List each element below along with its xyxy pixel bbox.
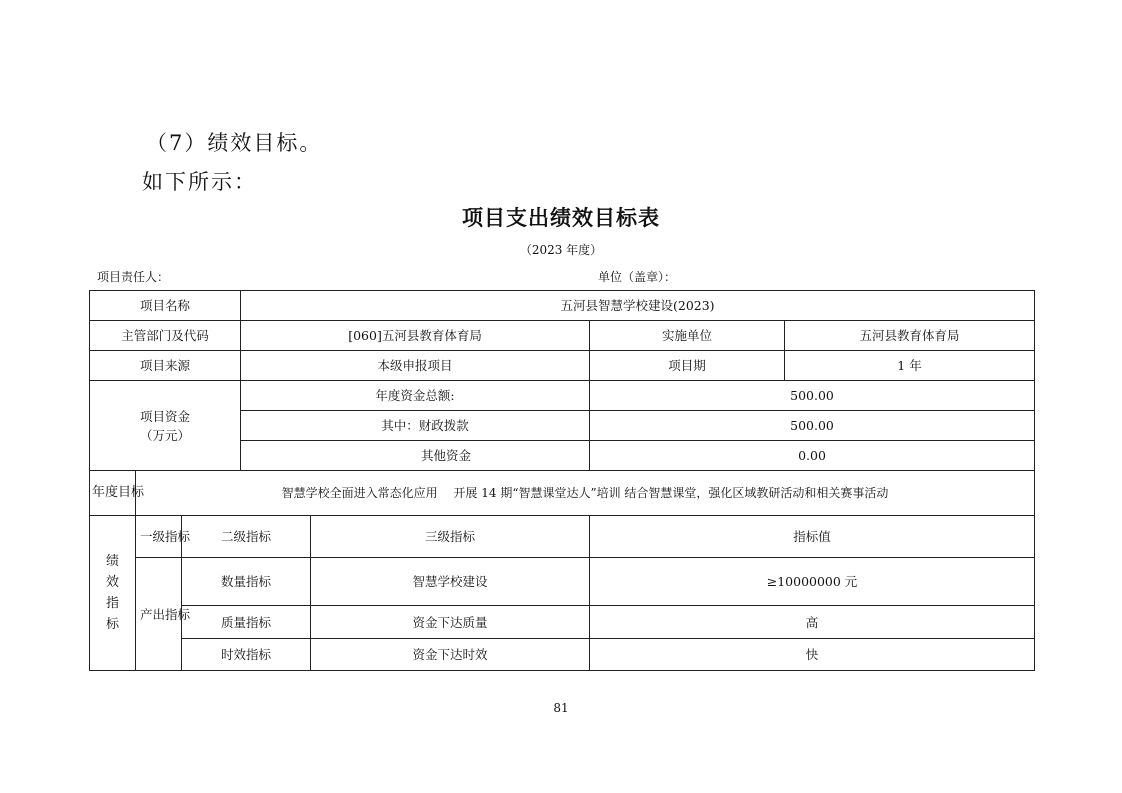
indicator-value-cell: ≥10000000 元 — [590, 558, 1035, 606]
output-indicator-label: 产出指标 — [136, 558, 182, 671]
level1-header: 一级指标 — [136, 516, 182, 558]
level2-cell: 质量指标 — [182, 606, 311, 639]
table-row — [90, 516, 1035, 558]
value-header: 指标值 — [590, 516, 1035, 558]
source-value: 本级申报项目 — [241, 351, 590, 381]
fiscal-funds-label: 其中：财政拨款 — [241, 411, 590, 441]
table-row — [90, 606, 1035, 639]
other-funds-label: 其他资金 — [241, 441, 590, 471]
table-row — [90, 381, 1035, 411]
other-funds-value: 0.00 — [590, 441, 1035, 471]
total-funds-value: 500.00 — [590, 381, 1035, 411]
funds-unit: （万元） — [140, 427, 191, 443]
year-label: （2023 年度） — [519, 243, 603, 257]
table-row — [90, 471, 1035, 516]
annual-goal-value: 智慧学校全面进入常态化应用 开展 14 期“智慧课堂达人”培训 结合智慧课堂，强化区域教研活动和相关赛事活动 — [136, 471, 1035, 516]
period-value: 1 年 — [785, 351, 1035, 381]
indicators-section-cell — [90, 516, 136, 671]
level2-cell: 时效指标 — [182, 639, 311, 671]
level2-header: 二级指标 — [182, 516, 311, 558]
period-label: 项目期 — [590, 351, 785, 381]
table-row — [90, 558, 1035, 606]
funds-label: 项目资金 — [140, 408, 191, 424]
table-row — [90, 639, 1035, 671]
section-heading: （7）绩效目标。 — [146, 131, 323, 155]
fiscal-funds-value: 500.00 — [590, 411, 1035, 441]
table-row — [90, 351, 1035, 381]
source-label: 项目来源 — [90, 351, 241, 381]
funds-label-cell — [90, 381, 241, 471]
indicator-value-cell: 快 — [590, 639, 1035, 671]
impl-unit-label: 实施单位 — [590, 321, 785, 351]
responsible-person-label: 项目责任人： — [97, 270, 170, 284]
level3-cell: 资金下达时效 — [311, 639, 590, 671]
total-funds-label: 年度资金总额: — [241, 381, 590, 411]
level2-cell: 数量指标 — [182, 558, 311, 606]
level3-cell: 智慧学校建设 — [311, 558, 590, 606]
annual-goal-label: 年度目标 — [90, 471, 136, 516]
table-title: 项目支出绩效目标表 — [462, 206, 660, 230]
unit-seal-label: 单位（盖章）： — [598, 270, 677, 284]
level3-header: 三级指标 — [311, 516, 590, 558]
indicator-value-cell: 高 — [590, 606, 1035, 639]
level3-cell: 资金下达质量 — [311, 606, 590, 639]
page-number: 81 — [553, 701, 569, 715]
impl-unit-value: 五河县教育体育局 — [785, 321, 1035, 351]
dept-label: 主管部门及代码 — [90, 321, 241, 351]
table-row — [90, 321, 1035, 351]
table-row — [90, 291, 1035, 321]
performance-goal-table — [89, 290, 1035, 671]
section-subheading: 如下所示： — [142, 170, 257, 194]
indicators-section-label: 绩效指标 — [106, 554, 120, 632]
project-name-label: 项目名称 — [90, 291, 241, 321]
project-name-value: 五河县智慧学校建设(2023) — [241, 291, 1035, 321]
dept-value: [060]五河县教育体育局 — [241, 321, 590, 351]
